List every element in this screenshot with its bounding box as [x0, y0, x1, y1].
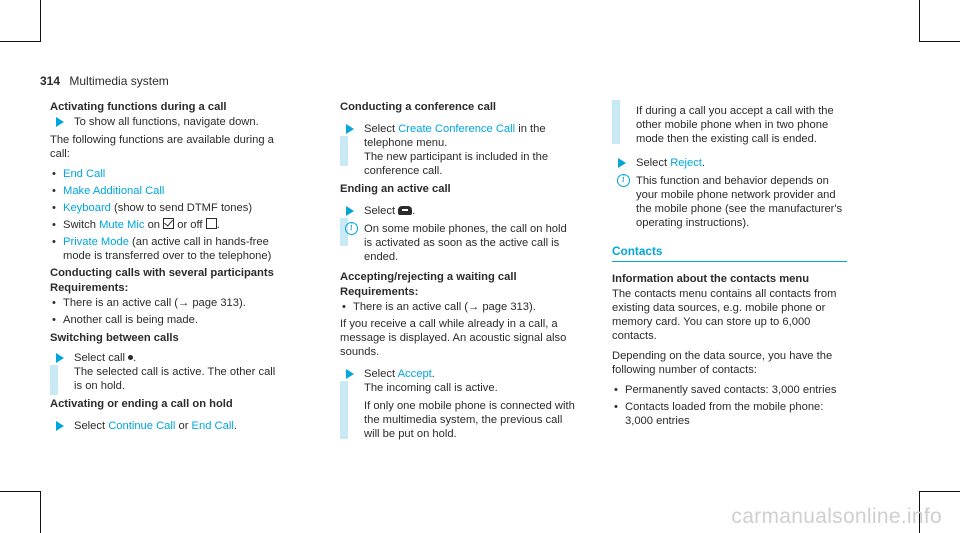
- info-text: The contacts menu contains all contacts from existing data sources, e.g. mobile phone or memory card. You can store up to 6,000 contacts.: [612, 288, 837, 342]
- page-header: [40, 74, 169, 88]
- page-number: 314: [40, 74, 61, 88]
- step-bar: [50, 365, 58, 395]
- step-bar: [340, 381, 348, 439]
- step: [50, 115, 285, 129]
- reject-label: Reject: [670, 157, 702, 169]
- arrow-icon: [56, 117, 64, 127]
- list-item: [50, 184, 285, 198]
- list-item: • Permanently saved contacts: 3,000 entries: [612, 383, 847, 397]
- column-1: [50, 100, 285, 437]
- list-item: • Another call is being made.: [50, 313, 285, 327]
- conducting-several-title: Conducting calls with several participants: [50, 267, 274, 279]
- step: Select .: [340, 204, 575, 218]
- crop-mark: [920, 41, 960, 42]
- arrow-icon: [346, 124, 354, 134]
- or-off-text: or off: [177, 219, 203, 231]
- end-call-label: End Call: [63, 168, 106, 180]
- list-item: [50, 201, 285, 215]
- watermark: carmanualsonline.info: [731, 505, 942, 528]
- list-item: • Contacts loaded from the mobile phone: 3,000 entries: [612, 400, 847, 428]
- crop-mark: [40, 491, 41, 533]
- accept-label: Accept: [397, 368, 432, 380]
- list-item: • Switch Mute Mic on or off .: [50, 218, 285, 232]
- step: Select Accept. The incoming call is active. If only one mobile phone is connected with the multimedia system, the previous call will be put on hold.: [340, 367, 575, 441]
- list-item: • There is an active call (→ page 313).: [340, 300, 575, 314]
- select-text: Select: [74, 420, 106, 432]
- contacts-section-title: Contacts: [612, 244, 847, 262]
- select-text: Select: [364, 368, 396, 380]
- mute-mic-label: Mute Mic: [99, 219, 145, 231]
- depending-text: Depending on the data source, you have the following number of contacts:: [612, 350, 833, 376]
- note: [612, 174, 847, 230]
- ending-title: Ending an active call: [340, 183, 451, 195]
- info-icon: i: [345, 222, 358, 235]
- waiting-text: If you receive a call while already in a call, a message is displayed. An acoustic signal also sounds.: [340, 318, 567, 358]
- list-item: [50, 167, 285, 181]
- column-2: [340, 100, 575, 445]
- accept-active-text: The incoming call is active.: [364, 382, 498, 394]
- arrow-icon: [56, 421, 64, 431]
- crop-mark: [920, 491, 960, 492]
- switching-title: Switching between calls: [50, 332, 179, 344]
- step-text: To show all functions, navigate down.: [74, 116, 259, 128]
- column-3: [612, 100, 847, 431]
- keyboard-desc: (show to send DTMF tones): [114, 202, 253, 214]
- step-bar: [340, 136, 348, 166]
- end-call-phone-icon: [398, 206, 412, 215]
- on-text: on: [147, 219, 161, 231]
- info-icon: i: [617, 174, 630, 187]
- arrow-icon: [56, 353, 64, 363]
- following-text: The following functions are available during a call:: [50, 134, 274, 160]
- step: Select Continue Call or End Call.: [50, 419, 285, 433]
- select-text: Select: [364, 205, 396, 217]
- create-conference-call-label: Create Conference Call: [398, 123, 516, 135]
- info-title: Information about the contacts menu: [612, 273, 810, 285]
- list-item: [50, 235, 285, 263]
- step: [340, 122, 575, 178]
- checkbox-checked-icon: [163, 218, 174, 229]
- keyboard-label: Keyboard: [63, 202, 111, 214]
- private-mode-label: Private Mode: [63, 236, 129, 248]
- make-additional-call-label: Make Additional Call: [63, 185, 165, 197]
- step: [612, 104, 847, 146]
- end-call-label: End Call: [191, 420, 234, 432]
- select-call-text: Select call: [74, 352, 125, 364]
- private-mode-desc: (an active call in hands-free mode is transferred over to the telephone): [63, 236, 272, 262]
- dual-phone-text: If during a call you accept a call with the other mobile phone when in two phone mode then the existing call is ended.: [636, 105, 834, 145]
- select-call-desc: The selected call is active. The other call is on hold.: [74, 366, 276, 392]
- conference-title: Conducting a conference call: [340, 101, 497, 113]
- activating-title: Activating functions during a call: [50, 101, 227, 113]
- step: Select Reject.: [612, 156, 847, 170]
- function-note: This function and behavior depends on your mobile phone network provider and the mobile phone (see the manufacturer's operating instructions).: [636, 175, 843, 229]
- continue-call-label: Continue Call: [108, 420, 176, 432]
- conference-desc: in the telephone menu.: [364, 123, 546, 149]
- hold-title: Activating or ending a call on hold: [50, 398, 233, 410]
- crop-mark: [0, 491, 40, 492]
- call-dot-icon: [128, 355, 133, 360]
- step: Select call . The selected call is active. The other call is on hold.: [50, 351, 285, 393]
- step-bar: [612, 100, 620, 144]
- section-title: Multimedia system: [69, 74, 169, 88]
- accept-note: If only one mobile phone is connected with the multimedia system, the previous call will be put on hold.: [364, 400, 575, 440]
- switch-text: Switch: [63, 219, 96, 231]
- accepting-title: Accepting/rejecting a waiting call: [340, 271, 517, 283]
- crop-mark: [40, 0, 41, 42]
- select-text: Select: [364, 123, 396, 135]
- list-item: • There is an active call (→ page 313).: [50, 296, 285, 310]
- crop-mark: [0, 41, 40, 42]
- arrow-icon: [618, 158, 626, 168]
- note: [340, 222, 575, 264]
- arrow-icon: [346, 206, 354, 216]
- select-text: Select: [636, 157, 668, 169]
- arrow-icon: [346, 369, 354, 379]
- crop-mark: [919, 0, 920, 42]
- requirements-title: Requirements:: [50, 282, 129, 294]
- note-text: On some mobile phones, the call on hold is activated as soon as the active call is ended.: [364, 223, 567, 263]
- requirements-title: Requirements:: [340, 286, 419, 298]
- or-text: or: [178, 420, 189, 432]
- checkbox-empty-icon: [206, 218, 217, 229]
- conference-included: The new participant is included in the conference call.: [364, 151, 549, 177]
